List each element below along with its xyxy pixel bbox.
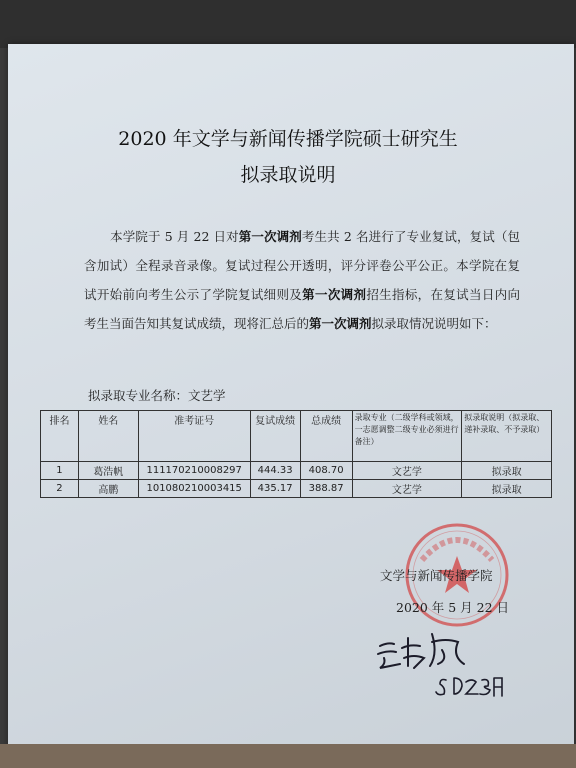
table-row (41, 462, 552, 480)
background-bottom (0, 744, 576, 768)
table-row (41, 480, 552, 498)
document-subtitle: 拟录取说明 (240, 164, 336, 186)
cell-name: 葛浩帆 (78, 462, 138, 480)
cell-name: 高鹏 (78, 480, 138, 498)
header-total: 总成绩 (300, 411, 352, 462)
paragraph-emphasis-1: 第一次调剂 (238, 229, 302, 244)
header-retest: 复试成绩 (250, 411, 300, 462)
admission-table (40, 410, 552, 498)
cell-major: 文艺学 (352, 480, 462, 498)
body-paragraph (84, 222, 520, 338)
signature-date: 2020 年 5 月 22 日 (396, 600, 510, 615)
cell-rank: 2 (41, 480, 79, 498)
cell-retest: 435.17 (250, 480, 300, 498)
paragraph-text-3: 招生指标，在复试当日内向考生当面告知其复试成绩，现将汇总后的 (84, 287, 520, 331)
major-line: 拟录取专业名称：文艺学 (88, 388, 226, 403)
paragraph-emphasis-3: 第一次调剂 (309, 316, 372, 331)
handwritten-signature (374, 624, 504, 704)
background-top (0, 0, 576, 48)
cell-major: 文艺学 (352, 462, 462, 480)
cell-retest: 444.33 (250, 462, 300, 480)
cell-rank: 1 (41, 462, 79, 480)
header-major: 录取专业（二级学科或领域，一志愿调整二级专业必须进行备注） (352, 411, 462, 462)
paragraph-text-4: 拟录取情况说明如下： (371, 316, 497, 331)
paragraph-emphasis-2: 第一次调剂 (302, 287, 367, 302)
document-title: 2020 年文学与新闻传播学院硕士研究生 (118, 128, 458, 150)
header-name: 姓名 (78, 411, 138, 462)
cell-total: 408.70 (300, 462, 352, 480)
cell-exam-no: 101080210003415 (138, 480, 250, 498)
paragraph-text-1: 本学院于 5 月 22 日对 (110, 229, 239, 244)
signature-organization: 文学与新闻传播学院 (380, 568, 493, 583)
cell-note: 拟录取 (462, 462, 552, 480)
paragraph-text-2: 考生共 2 名进行了专业复试，复试（包含加试）全程录音录像。复试过程公开透明，评分评卷公平公正。本学院在复试开始前向考生公示了学院复试细则及 (84, 229, 520, 302)
cell-exam-no: 111170210008297 (138, 462, 250, 480)
header-exam-no: 准考证号 (138, 411, 250, 462)
header-rank: 排名 (41, 411, 79, 462)
cell-note: 拟录取 (462, 480, 552, 498)
cell-total: 388.87 (300, 480, 352, 498)
table-header-row (41, 411, 552, 462)
header-note: 拟录取说明（拟录取、递补录取、不予录取） (462, 411, 552, 462)
